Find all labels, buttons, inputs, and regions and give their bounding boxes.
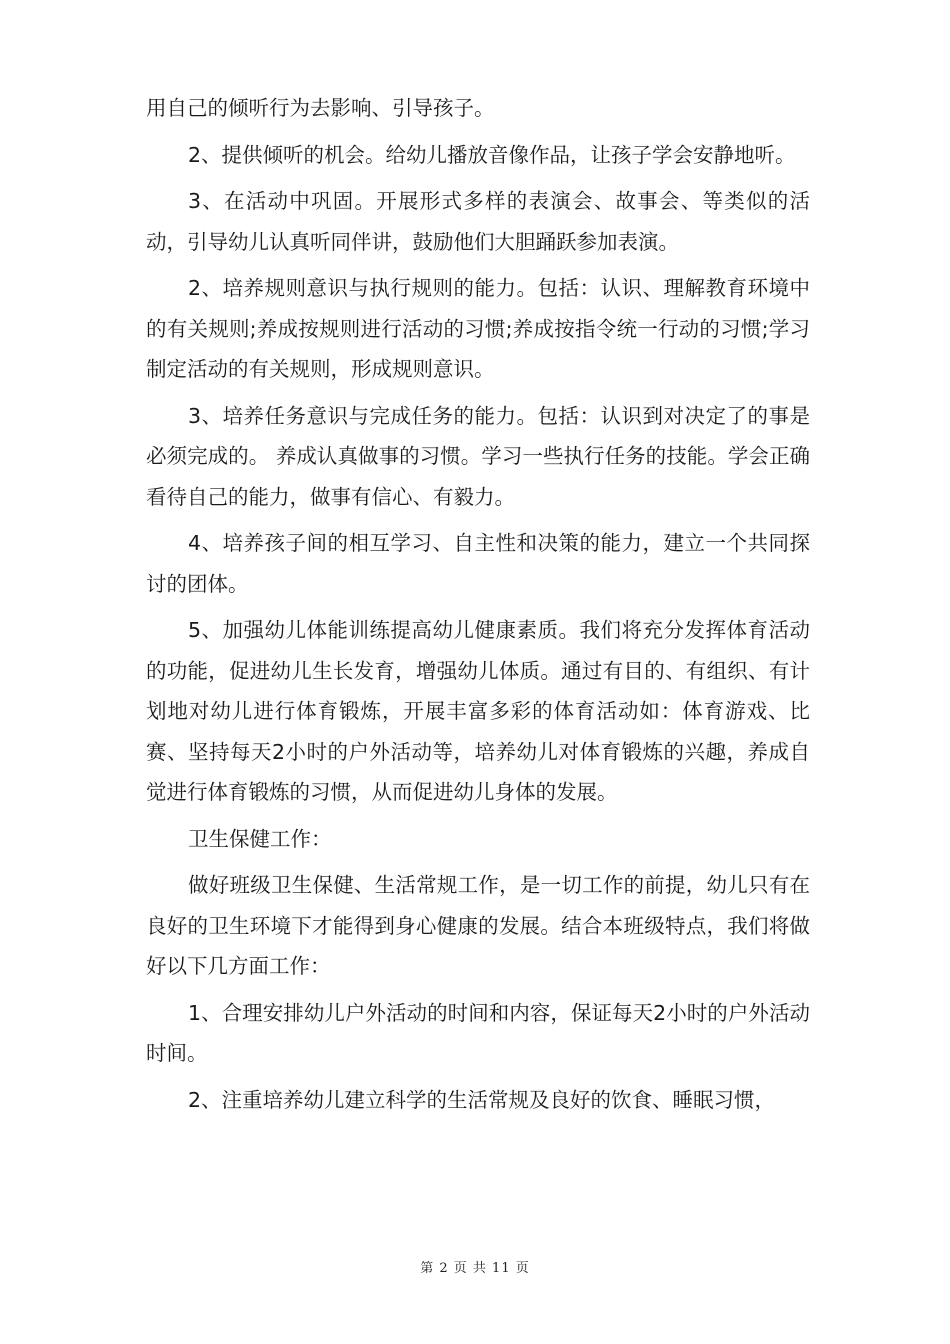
- paragraph-continuation: 用自己的倾听行为去影响、引导孩子。: [146, 96, 495, 120]
- paragraph: 做好班级卫生保健、生活常规工作，是一切工作的前提，幼儿只有在良好的卫生环境下才能得到身心健康的发展。结合本班级特点，我们将做好以下几方面工作：: [146, 873, 810, 978]
- paragraph: 2、注重培养幼儿建立科学的生活常规及良好的饮食、睡眠习惯，: [188, 1087, 776, 1112]
- paragraph: 3、培养任务意识与完成任务的能力。包括：认识到对决定了的事是必须完成的。 养成认真做事的习惯。学习一些执行任务的技能。学会正确看待自己的能力，做事有信心、有毅力。: [146, 403, 810, 509]
- paragraph: 5、加强幼儿体能训练提高幼儿健康素质。我们将充分发挥体育活动的功能，促进幼儿生长发育，增强幼儿体质。通过有目的、有组织、有计划地对幼儿进行体育锻炼，开展丰富多彩的体育活动如：体育游戏、比赛、坚持每天2小时的户外活动等，培养幼儿对体育锻炼的兴趣，养成自觉进行体育锻炼的习惯，从而促进幼儿身体的发展。: [146, 618, 810, 804]
- paragraph: 1、合理安排幼儿户外活动的时间和内容，保证每天2小时的户外活动时间。: [146, 1000, 810, 1065]
- body-text: [146, 88, 810, 1126]
- paragraph: 4、培养孩子间的相互学习、自主性和决策的能力，建立一个共同探讨的团体。: [146, 531, 810, 596]
- page-footer: 第 2 页 共 11 页: [420, 1261, 530, 1276]
- paragraph: 2、提供倾听的机会。给幼儿播放音像作品，让孩子学会安静地听。: [188, 142, 796, 167]
- paragraph: 2、培养规则意识与执行规则的能力。包括：认识、理解教育环境中的有关规则;养成按规则进行活动的习惯;养成按指令统一行动的习惯;学习制定活动的有关规则，形成规则意识。: [146, 276, 810, 381]
- section-heading: 卫生保健工作：: [188, 826, 332, 851]
- paragraph: 3、在活动中巩固。开展形式多样的表演会、故事会、等类似的活动，引导幼儿认真听同伴讲，鼓励他们大胆踊跃参加表演。: [146, 189, 810, 254]
